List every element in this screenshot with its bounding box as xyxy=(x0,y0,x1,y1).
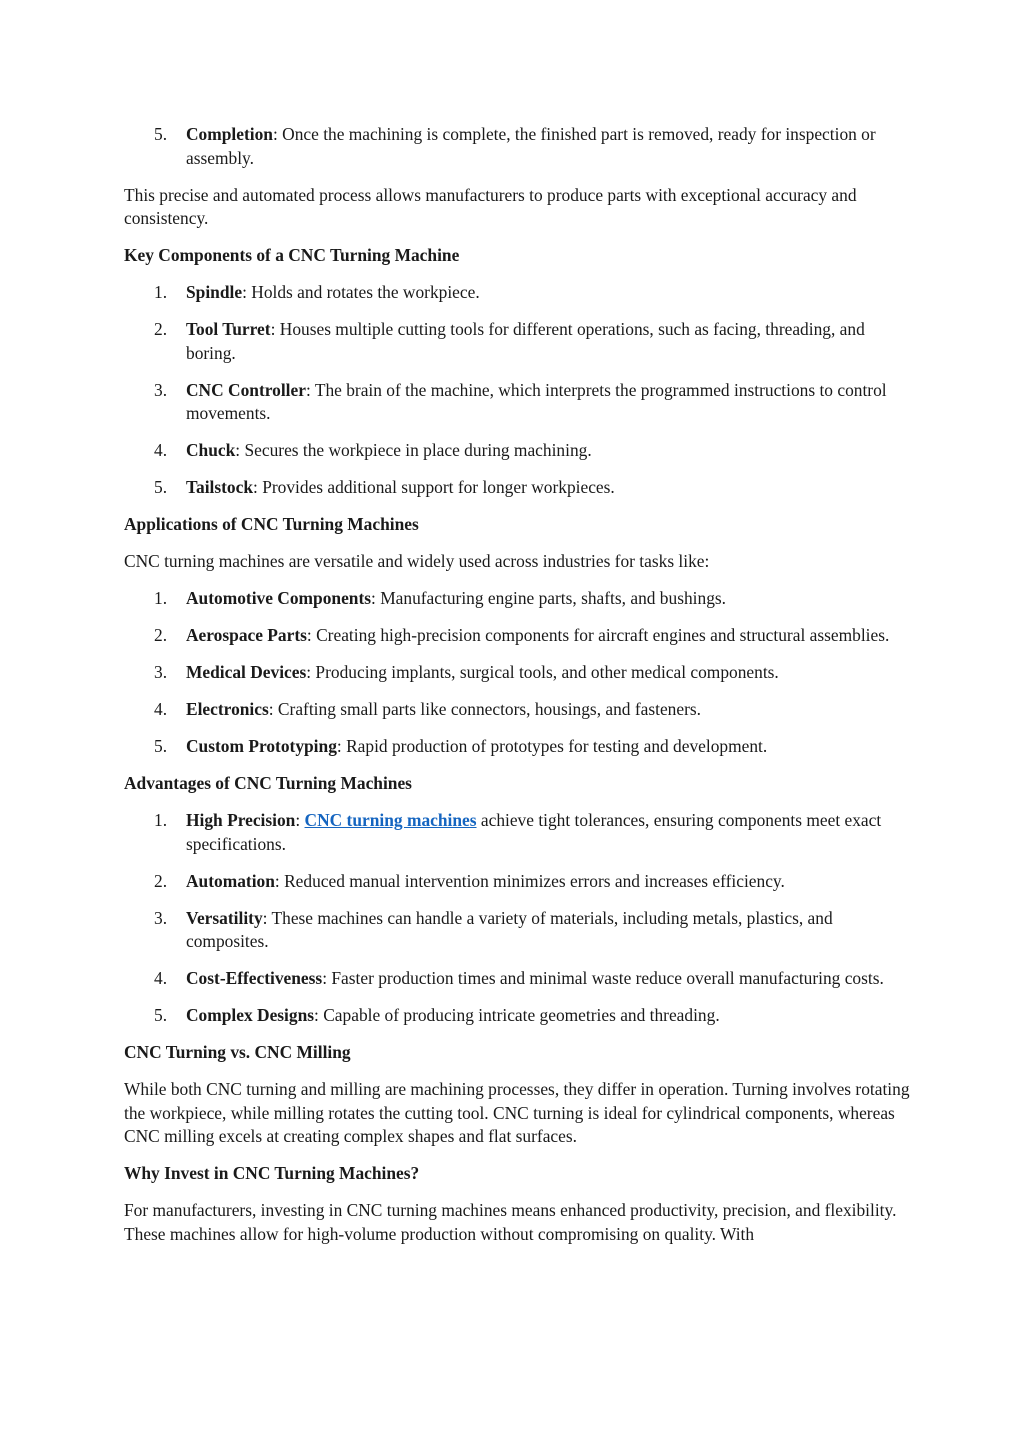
list-item-text: : Faster production times and minimal waste reduce overall manufacturing costs. xyxy=(322,968,884,988)
paragraph-turning-vs-milling: While both CNC turning and milling are machining processes, they differ in operation. Turning involves rotating the workpiece, while milling rotates the cutting tool. CNC turning is ideal for cylindrical components, whereas CNC milling excels at creating complex shapes and flat surfaces. xyxy=(124,1079,910,1146)
list-item-number: 2. xyxy=(154,625,168,645)
list-item-text: : Rapid production of prototypes for testing and development. xyxy=(336,736,768,756)
list-item xyxy=(124,624,914,648)
list-item xyxy=(124,661,914,685)
heading-why-invest: Why Invest in CNC Turning Machines? xyxy=(124,1163,420,1183)
list-item-term: Medical Devices xyxy=(186,662,307,682)
list-item-text: : Creating high-precision components for aircraft engines and structural assemblies. xyxy=(306,625,890,645)
list-item-number: 5. xyxy=(154,736,168,756)
list-item xyxy=(124,1004,914,1028)
list-item-number: 4. xyxy=(154,699,168,719)
list-item-text: : Crafting small parts like connectors, housings, and fasteners. xyxy=(268,699,702,719)
list-item-number: 5. xyxy=(154,124,168,144)
list-item-number: 1. xyxy=(154,282,168,302)
heading-key-components: Key Components of a CNC Turning Machine xyxy=(124,245,460,265)
document-page xyxy=(124,123,914,1260)
list-item xyxy=(124,379,914,426)
list-item xyxy=(124,870,914,894)
list-item-number: 1. xyxy=(154,810,168,830)
list-item-text: : Once the machining is complete, the finished part is removed, ready for inspection or assembly. xyxy=(186,124,876,168)
list-item-text: : Manufacturing engine parts, shafts, and bushings. xyxy=(371,588,727,608)
list-item xyxy=(124,907,914,954)
list-item-term: Tailstock xyxy=(186,477,254,497)
list-item-term: Automotive Components xyxy=(186,588,372,608)
list-item-term: Complex Designs xyxy=(186,1005,315,1025)
list-item-term: Tool Turret xyxy=(186,319,271,339)
list-item-text: : Producing implants, surgical tools, and other medical components. xyxy=(306,662,779,682)
list-item-number: 3. xyxy=(154,907,168,928)
cnc-turning-machines-link[interactable]: CNC turning machines xyxy=(304,810,477,830)
list-item-term: Spindle xyxy=(186,282,243,302)
list-item-term: CNC Controller xyxy=(186,379,306,400)
list-item-term: Custom Prototyping xyxy=(186,736,337,756)
list-item xyxy=(124,439,914,463)
list-item-text: : Houses multiple cutting tools for different operations, such as facing, threading, and boring. xyxy=(186,319,865,363)
list-item-number: 5. xyxy=(154,1005,168,1025)
list-item-term: Cost-Effectiveness xyxy=(186,968,323,988)
list-item xyxy=(124,587,914,611)
list-item-number: 3. xyxy=(154,379,168,400)
list-item xyxy=(124,698,914,722)
list-item xyxy=(124,967,914,991)
list-item-text: : Holds and rotates the workpiece. xyxy=(242,282,480,302)
completion-list xyxy=(124,123,914,170)
list-item-text: : Provides additional support for longer workpieces. xyxy=(253,477,615,497)
list-item xyxy=(124,123,914,170)
components-list xyxy=(124,281,914,500)
list-item-separator: : xyxy=(295,810,305,830)
list-item-term: Versatility xyxy=(186,907,263,928)
list-item-term: Aerospace Parts xyxy=(186,625,307,645)
list-item-text: achieve tight tolerances, ensuring components meet exact specifications. xyxy=(186,810,882,854)
heading-advantages: Advantages of CNC Turning Machines xyxy=(124,773,412,793)
list-item-number: 1. xyxy=(154,588,168,608)
paragraph-why-invest: For manufacturers, investing in CNC turning machines means enhanced productivity, precision, and flexibility. These machines allow for high-volume production without compromising on quality. With xyxy=(124,1200,897,1244)
list-item-text: : Capable of producing intricate geometries and threading. xyxy=(314,1005,720,1025)
advantages-list-continued xyxy=(124,870,914,1028)
paragraph-applications-intro: CNC turning machines are versatile and widely used across industries for tasks like: xyxy=(124,551,710,571)
list-item-number: 4. xyxy=(154,968,168,988)
list-item-number: 2. xyxy=(154,870,168,891)
list-item-text: : These machines can handle a variety of materials, including metals, plastics, and composites. xyxy=(186,907,833,951)
list-item-term: Chuck xyxy=(186,440,236,460)
list-item-text: : Secures the workpiece in place during machining. xyxy=(235,440,592,460)
list-item-text: : Reduced manual intervention minimizes errors and increases efficiency. xyxy=(274,870,785,891)
list-item xyxy=(124,809,914,856)
list-item-number: 2. xyxy=(154,319,168,339)
list-item-term: High Precision xyxy=(186,810,296,830)
list-item xyxy=(124,476,914,500)
list-item-number: 4. xyxy=(154,440,168,460)
advantages-list xyxy=(124,809,914,856)
paragraph-precise-process: This precise and automated process allows manufacturers to produce parts with exceptional accuracy and consistency. xyxy=(124,184,857,228)
list-item-term: Electronics xyxy=(186,699,269,719)
list-item-text: : The brain of the machine, which interprets the programmed instructions to control movements. xyxy=(186,379,887,423)
list-item xyxy=(124,735,914,759)
list-item xyxy=(124,318,914,365)
list-item xyxy=(124,281,914,305)
heading-applications: Applications of CNC Turning Machines xyxy=(124,514,419,534)
heading-turning-vs-milling: CNC Turning vs. CNC Milling xyxy=(124,1042,351,1062)
list-item-term: Automation xyxy=(186,870,275,891)
list-item-number: 3. xyxy=(154,662,168,682)
list-item-term: Completion xyxy=(186,124,273,144)
applications-list xyxy=(124,587,914,759)
list-item-number: 5. xyxy=(154,477,168,497)
